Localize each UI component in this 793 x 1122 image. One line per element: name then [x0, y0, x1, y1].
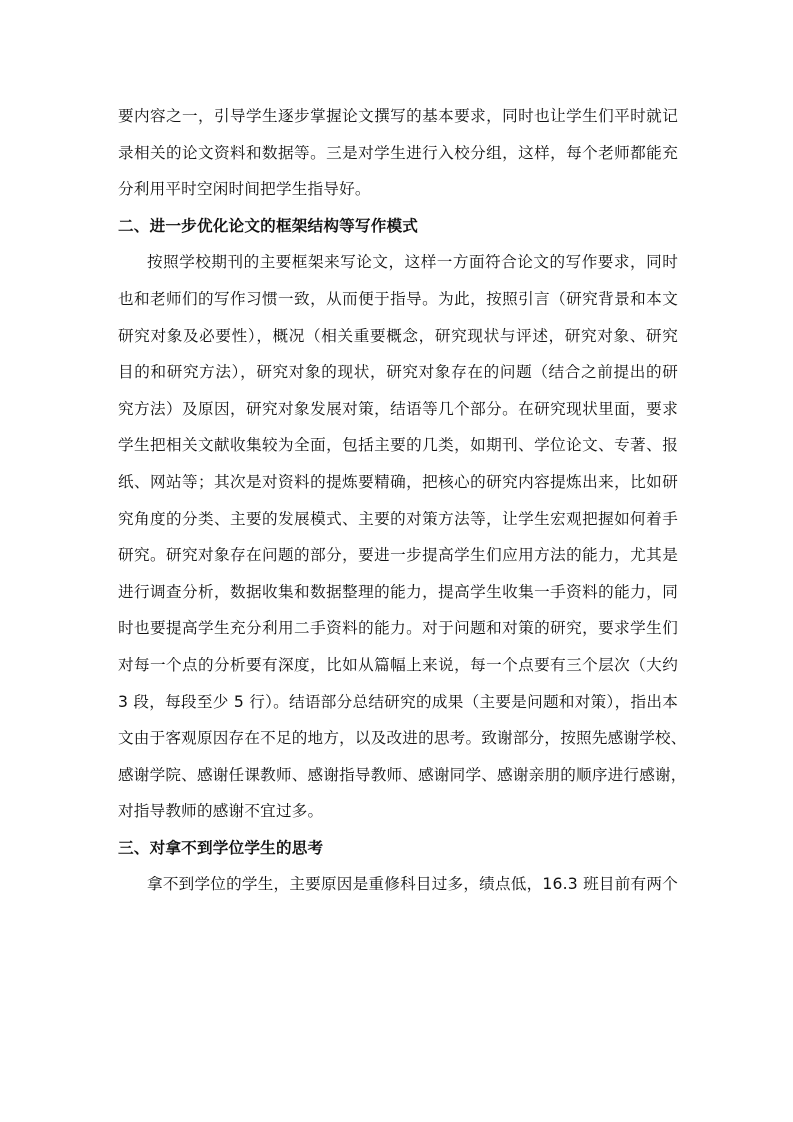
text-line: 要内容之一，引导学生逐步掌握论文撰写的基本要求，同时也让学生们平时就记: [118, 107, 678, 125]
section-heading: 三、对拿不到学位学生的思考: [118, 838, 324, 857]
text-line: 感谢学院、感谢任课教师、感谢指导教师、感谢同学、感谢亲朋的顺序进行感谢，: [118, 765, 687, 784]
text-line: 时也要提高学生充分利用二手资料的能力。对于问题和对策的研究，要求学生们: [118, 619, 678, 638]
text-line: 分利用平时空闲时间把学生指导好。: [118, 180, 371, 199]
text-line: 按照学校期刊的主要框架来写论文，这样一方面符合论文的写作要求，同时: [147, 253, 678, 272]
text-line: 文由于客观原因存在不足的地方，以及改进的思考。致谢部分，按照先感谢学校、: [118, 729, 687, 748]
text-line: 对每一个点的分析要有深度，比如从篇幅上来说，每一个点要有三个层次（大约: [118, 655, 678, 674]
text-line: 也和老师们的写作习惯一致，从而便于指导。为此，按照引言（研究背景和本文: [118, 289, 678, 308]
section-heading: 二、进一步优化论文的框架结构等写作模式: [118, 216, 419, 235]
text-line: 进行调查分析，数据收集和数据整理的能力，提高学生收集一手资料的能力，同: [118, 582, 678, 601]
body-text: [118, 98, 687, 903]
text-line: 拿不到学位的学生，主要原因是重修科目过多，绩点低，16.3 班目前有两个: [147, 875, 678, 894]
text-line: 对指导教师的感谢不宜过多。: [118, 802, 324, 821]
text-line: 研究。研究对象存在问题的部分，要进一步提高学生们应用方法的能力，尤其是: [118, 546, 678, 565]
text-line: 究角度的分类、主要的发展模式、主要的对策方法等，让学生宏观把握如何着手: [118, 509, 678, 528]
text-line: 究方法）及原因，研究对象发展对策，结语等几个部分。在研究现状里面，要求: [118, 399, 678, 418]
text-line: 研究对象及必要性），概况（相关重要概念，研究现状与评述，研究对象、研究: [118, 326, 678, 345]
text-line: 学生把相关文献收集较为全面，包括主要的几类，如期刊、学位论文、专著、报: [118, 436, 678, 455]
text-line: 录相关的论文资料和数据等。三是对学生进行入校分组，这样，每个老师都能充: [118, 143, 678, 162]
text-line: 纸、网站等；其次是对资料的提炼要精确，把核心的研究内容提炼出来，比如研: [118, 472, 678, 491]
text-line: 3 段，每段至少 5 行）。结语部分总结研究的成果（主要是问题和对策），指出本: [118, 692, 678, 711]
text-line: 目的和研究方法），研究对象的现状，研究对象存在的问题（结合之前提出的研: [118, 363, 678, 382]
